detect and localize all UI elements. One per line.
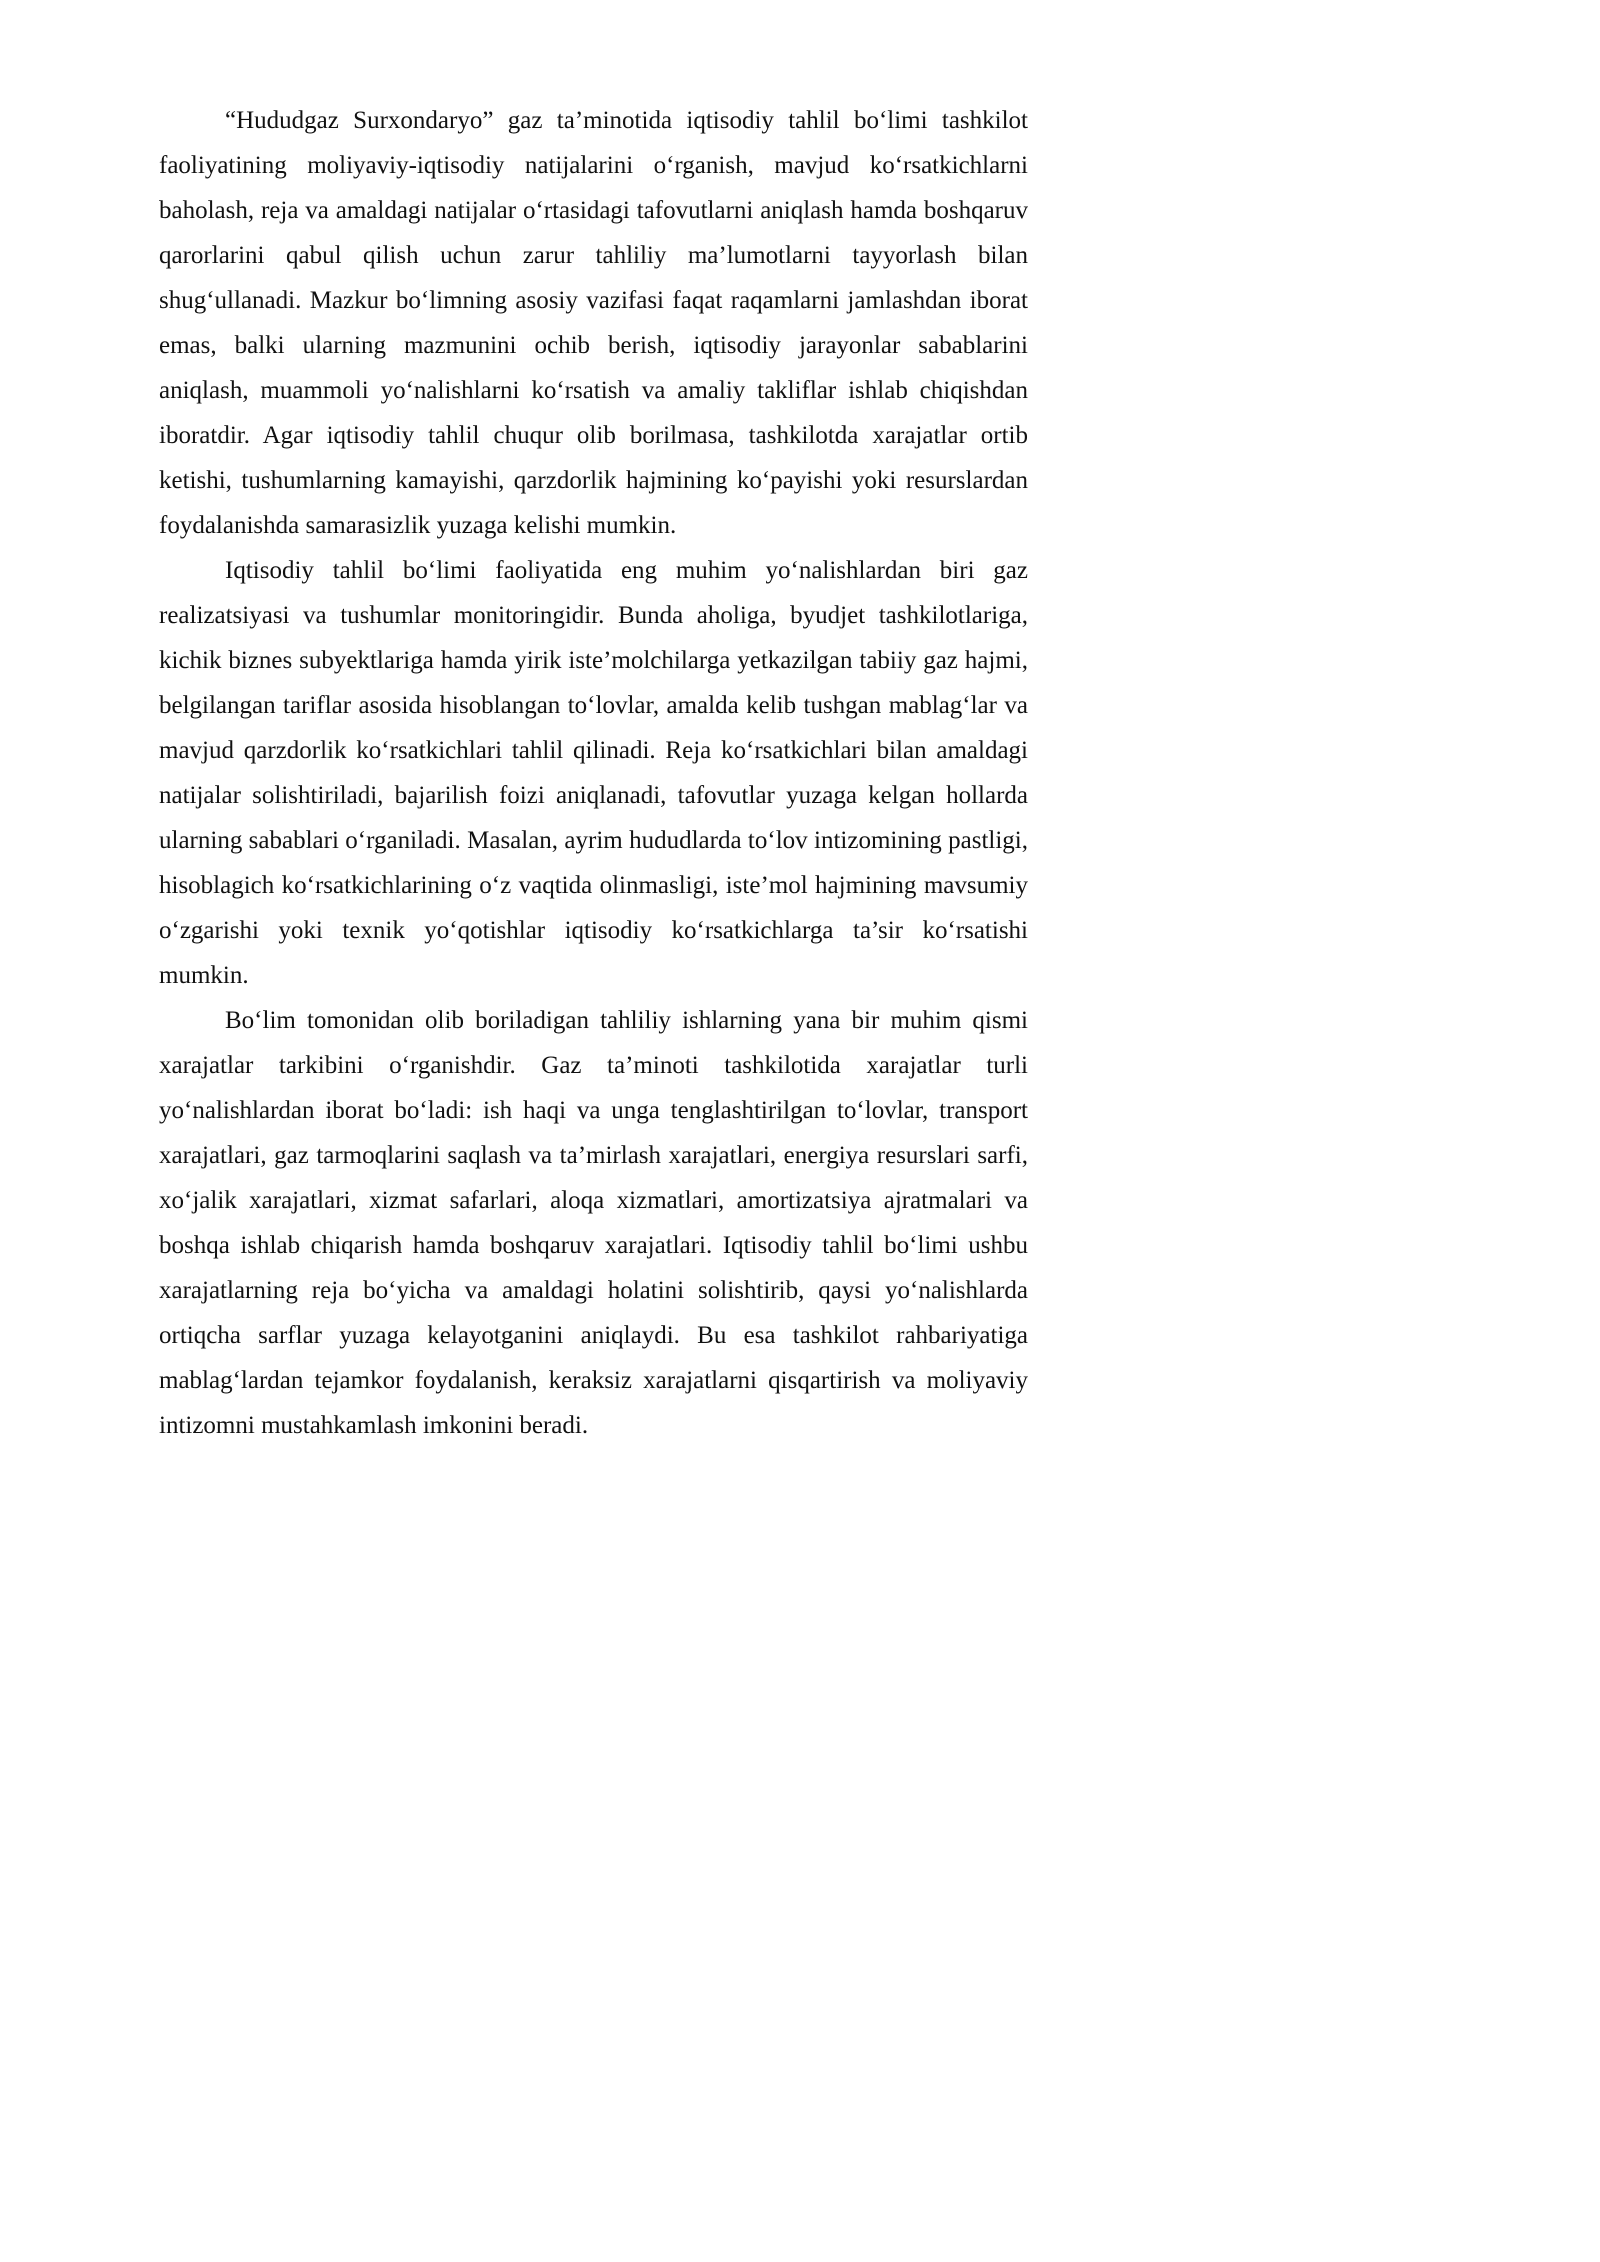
paragraph-gas-sales-monitoring: Iqtisodiy tahlil bo‘limi faoliyatida eng muhim yo‘nalishlardan biri gaz realizatsiyasi va tushumlar monitoringidir. Bunda aholiga, byudjet tashkilotlariga, kichik biznes subyektlariga hamda yirik iste’molchilarga yetkazilgan tabiiy gaz hajmi, belgilangan tariflar asosida hisoblangan to‘lovlar, amalda kelib tushgan mablag‘lar va mavjud qarzdorlik ko‘rsatkichlari tahlil qilinadi. Reja ko‘rsatkichlari bilan amaldagi natijalar solishtiriladi, bajarilish foizi aniqlanadi, tafovutlar yuzaga kelgan hollarda ularning sabablari o‘rganiladi. Masalan, ayrim hududlarda to‘lov intizomining pastligi, hisoblagich ko‘rsatkichlarining o‘z vaqtida olinmasligi, iste’mol hajmining mavsumiy o‘zgarishi yoki texnik yo‘qotishlar iqtisodiy ko‘rsatkichlarga ta’sir ko‘rsatishi mumkin.	[159, 557, 1028, 989]
paragraph-cost-structure-analysis: Bo‘lim tomonidan olib boriladigan tahliliy ishlarning yana bir muhim qismi xarajatlar tarkibini o‘rganishdir. Gaz ta’minoti tashkilotida xarajatlar turli yo‘nalishlardan iborat bo‘ladi: ish haqi va unga tenglashtirilgan to‘lovlar, transport xarajatlari, gaz tarmoqlarini saqlash va ta’mirlash xarajatlari, energiya resurslari sarfi, xo‘jalik xarajatlari, xizmat safarlari, aloqa xizmatlari, amortizatsiya ajratmalari va boshqa ishlab chiqarish hamda boshqaruv xarajatlari. Iqtisodiy tahlil bo‘limi ushbu xarajatlarning reja bo‘yicha va amaldagi holatini solishtirib, qaysi yo‘nalishlarda ortiqcha sarflar yuzaga kelayotganini aniqlaydi. Bu esa tashkilot rahbariyatiga mablag‘lardan tejamkor foydalanish, keraksiz xarajatlarni qisqartirish va moliyaviy intizomni mustahkamlash imkonini beradi.	[159, 1007, 1028, 1439]
document-page	[0, 0, 1104, 1561]
paragraph-economic-analysis-department: “Hududgaz Surxondaryo” gaz ta’minotida iqtisodiy tahlil bo‘limi tashkilot faoliyatining moliyaviy-iqtisodiy natijalarini o‘rganish, mavjud ko‘rsatkichlarni baholash, reja va amaldagi natijalar o‘rtasidagi tafovutlarni aniqlash hamda boshqaruv qarorlarini qabul qilish uchun zarur tahliliy ma’lumotlarni tayyorlash bilan shug‘ullanadi. Mazkur bo‘limning asosiy vazifasi faqat raqamlarni jamlashdan iborat emas, balki ularning mazmunini ochib berish, iqtisodiy jarayonlar sabablarini aniqlash, muammoli yo‘nalishlarni ko‘rsatish va amaliy takliflar ishlab chiqishdan iboratdir. Agar iqtisodiy tahlil chuqur olib borilmasa, tashkilotda xarajatlar ortib ketishi, tushumlarning kamayishi, qarzdorlik hajmining ko‘payishi yoki resurslardan foydalanishda samarasizlik yuzaga kelishi mumkin.	[159, 107, 1028, 539]
document-body	[159, 98, 1028, 1448]
